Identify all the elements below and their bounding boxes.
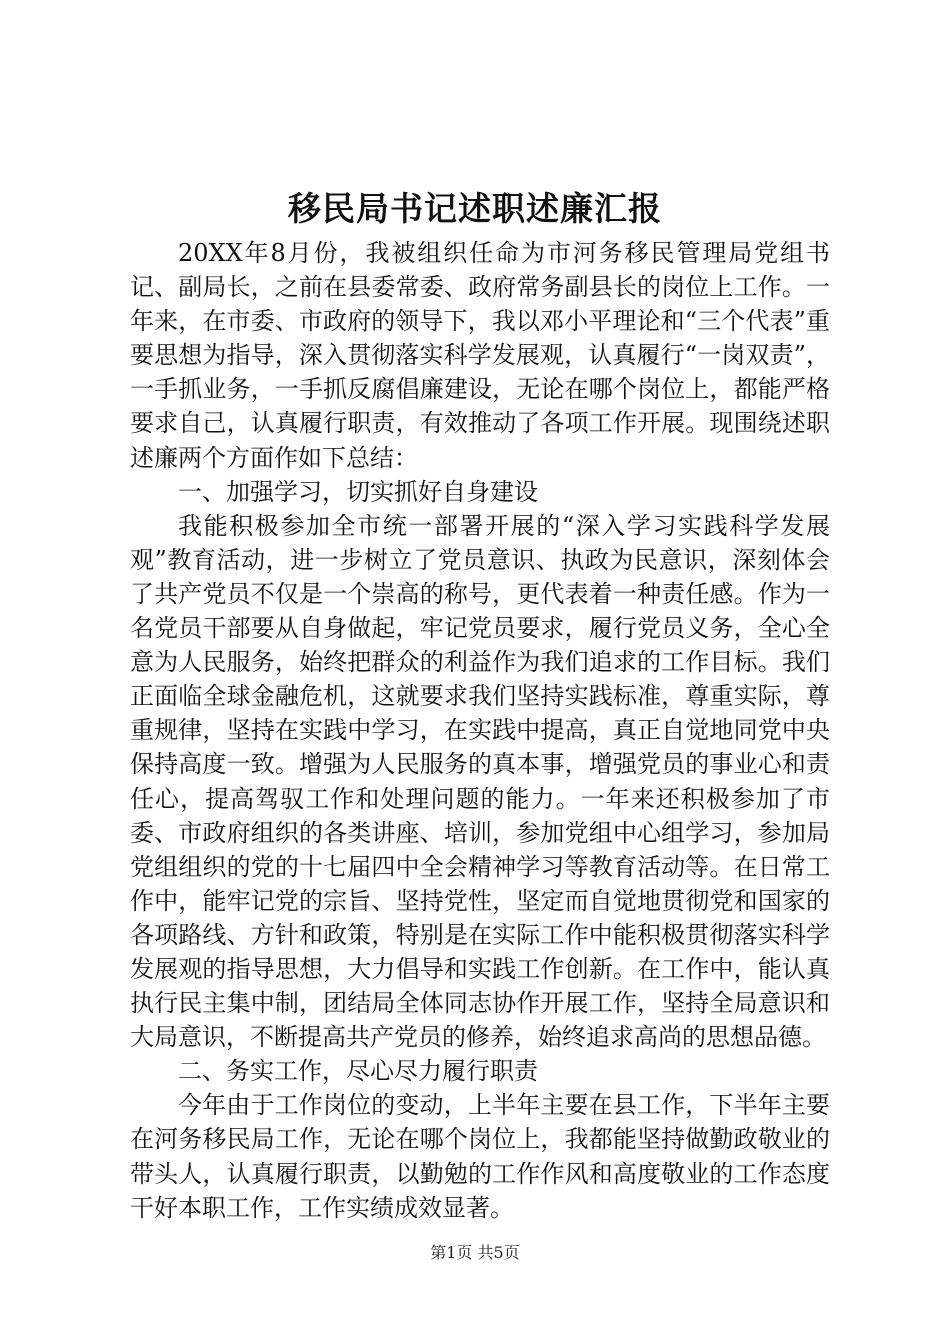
section-heading-1: 一、加强学习，切实抓好自身建设 (178, 477, 538, 506)
section-1-paragraph: 我能积极参加全市统一部署开展的“深入学习实践科学发展观”教育活动，进一步树立了党员意识、执政为民意识，深刻体会了共产党员不仅是一个崇高的称号，更代表着一种责任感。作为一名党员干部要从自身做起，牢记党员要求，履行党员义务，全心全意为人民服务，始终把群众的利益作为我们追求的工作目标。我们正面临全球金融危机，这就要求我们坚持实践标准，尊重实际，尊重规律，坚持在实践中学习，在实践中提高，真正自觉地同党中央保持高度一致。增强为人民服务的真本事，增强党员的事业心和责任心，提高驾驭工作和处理问题的能力。一年来还积极参加了市委、市政府组织的各类讲座、培训，参加党组中心组学习，参加局党组组织的党的十七届四中全会精神学习等教育活动等。在日常工作中，能牢记党的宗旨、坚持党性，坚定而自觉地贯彻党和国家的各项路线、方针和政策，特别是在实际工作中能积极贯彻落实科学发展观的指导思想，大力倡导和实践工作创新。在工作中，能认真执行民主集中制，团结局全体同志协作开展工作，坚持全局意识和大局意识，不断提高共产党员的修养，始终追求高尚的思想品德。 (130, 511, 830, 1052)
intro-paragraph: 20XX年8月份，我被组织任命为市河务移民管理局党组书记、副局长，之前在县委常委、政府常务副县长的岗位上工作。一年来，在市委、市政府的领导下，我以邓小平理论和“三个代表”重要思想为指导，深入贯彻落实科学发展观，认真履行“一岗双责”，一手抓业务，一手抓反腐倡廉建设，无论在哪个岗位上，都能严格要求自己，认真履行职责，有效推动了各项工作开展。现围绕述职述廉两个方面作如下总结： (130, 239, 830, 472)
section-2-paragraph: 今年由于工作岗位的变动，上半年主要在县工作，下半年主要在河务移民局工作，无论在哪个岗位上，我都能坚持做勤政敬业的带头人，认真履行职责，以勤勉的工作作风和高度敬业的工作态度干好本职工作，工作实绩成效显著。 (130, 1091, 830, 1222)
section-heading-2: 二、务实工作，尽心尽力履行职责 (178, 1057, 538, 1086)
document-body (130, 236, 830, 1225)
page-number-footer: 第1页 共5页 (430, 1243, 520, 1262)
document-title: 移民局书记述职述廉汇报 (288, 189, 662, 228)
